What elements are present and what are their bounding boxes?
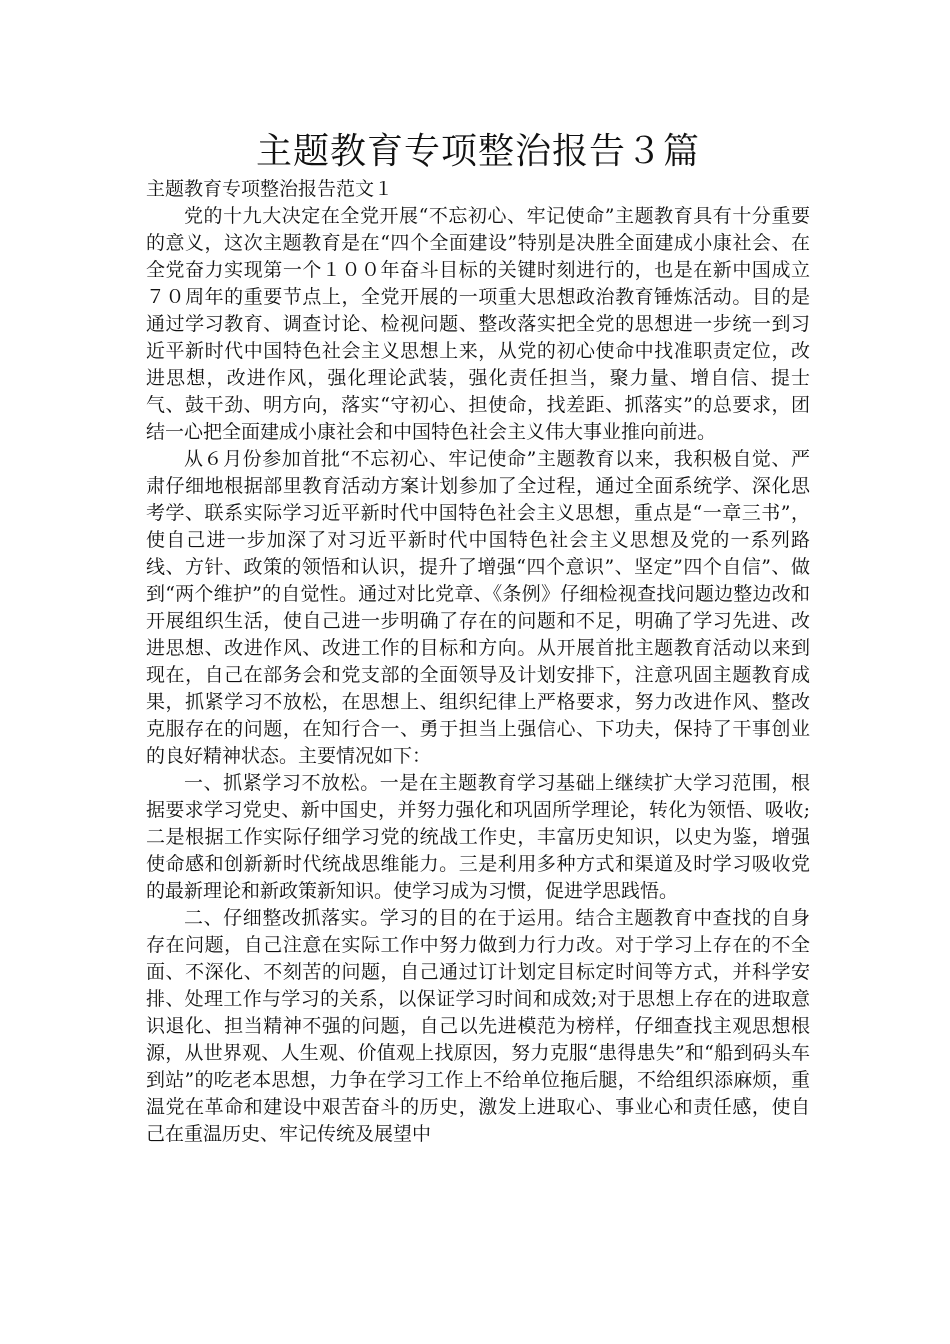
paragraph-intro: 党的十九大决定在全党开展“不忘初心、牢记使命”主题教育具有十分重要的意义，这次主题教育是在“四个全面建设”特别是决胜全面建成小康社会、在全党奋力实现第一个１００年奋斗目标的关键时刻进行的，也是在新中国成立７０周年的重要节点上，全党开展的一项重大思想政治教育锤炼活动。目的是通过学习教育、调查讨论、检视问题、整改落实把全党的思想进一步统一到习近平新时代中国特色社会主义思想上来，从党的初心使命中找准职责定位，改进思想，改进作风，强化理论武装，强化责任担当，聚力量、增自信、提士气、鼓干劲、明方向，落实“守初心、担使命，找差距、抓落实”的总要求，团结一心把全面建成小康社会和中国特色社会主义伟大事业推向前进。: [146, 205, 810, 443]
document-title: 主题教育专项整治报告３篇: [255, 131, 700, 172]
paragraph-rectification: 二、仔细整改抓落实。学习的目的在于运用。结合主题教育中查找的自身存在问题，自己注意在实际工作中努力做到力行力改。对于学习上存在的不全面、不深化、不刻苦的问题，自己通过订计划定目标定时间等方式，并科学安排、处理工作与学习的关系，以保证学习时间和成效;对于思想上存在的进取意识退化、担当精神不强的问题，自己以先进模范为榜样，仔细查找主观思想根源，从世界观、人生观、价值观上找原因，努力克服“患得患失”和“船到码头车到站”的吃老本思想，力争在学习工作上不给单位拖后腿，不给组织添麻烦，重温党在革命和建设中艰苦奋斗的历史，激发上进取心、事业心和责任感，使自己在重温历史、牢记传统及展望中: [146, 907, 810, 1145]
document-page: [146, 128, 810, 1148]
paragraph-study: 一、抓紧学习不放松。一是在主题教育学习基础上继续扩大学习范围，根据要求学习党史、新中国史，并努力强化和巩固所学理论，转化为领悟、吸收;二是根据工作实际仔细学习党的统战工作史，丰富历史知识，以史为鉴，增强使命感和创新新时代统战思维能力。三是利用多种方式和渠道及时学习吸收党的最新理论和新政策新知识。使学习成为习惯，促进学思践悟。: [146, 772, 810, 902]
document-subtitle: 主题教育专项整治报告范文１: [146, 178, 394, 200]
paragraph-participation: 从６月份参加首批“不忘初心、牢记使命”主题教育以来，我积极自觉、严肃仔细地根据部里教育活动方案计划参加了全过程，通过全面系统学、深化思考学、联系实际学习近平新时代中国特色社会主义思想，重点是“一章三书”，使自己进一步加深了对习近平新时代中国特色社会主义思想及党的一系列路线、方针、政策的领悟和认识，提升了增强“四个意识”、坚定”四个自信”、做到“两个维护”的自觉性。通过对比党章、《条例》仔细检视查找问题边整边改和开展组织生活，使自己进一步明确了存在的问题和不足，明确了学习先进、改进思想、改进作风、改进工作的目标和方向。从开展首批主题教育活动以来到现在，自己在部务会和党支部的全面领导及计划安排下，注意巩固主题教育成果，抓紧学习不放松，在思想上、组织纪律上严格要求，努力改进作风、整改克服存在的问题，在知行合一、勇于担当上强信心、下功夫，保持了干事创业的良好精神状态。主要情况如下：: [146, 448, 810, 767]
